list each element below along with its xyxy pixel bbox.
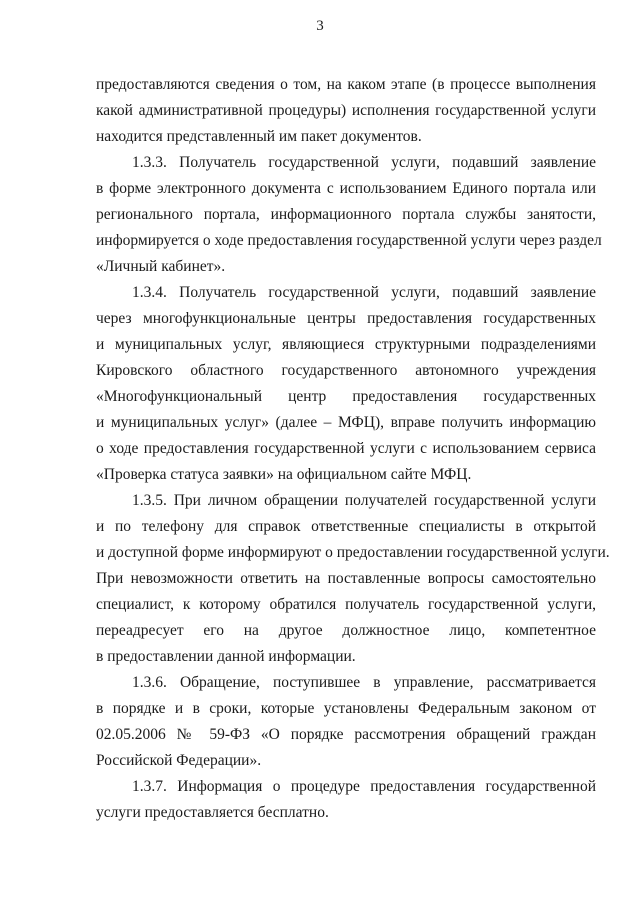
text-line: 1.3.3. Получатель государственной услуги, подавший заявление bbox=[132, 154, 596, 171]
text-line: 1.3.6. Обращение, поступившее в управление, рассматривается bbox=[132, 674, 596, 691]
paragraph-1-3-6 bbox=[96, 670, 596, 774]
text-line: через многофункциональные центры предоставления государственных bbox=[96, 310, 596, 327]
paragraph-1-3-3 bbox=[96, 150, 602, 280]
paragraph-1-3-4 bbox=[96, 280, 596, 488]
text-line: о ходе предоставления государственной услуги с использованием сервиса bbox=[96, 440, 596, 457]
text-line: Российской Федерации». bbox=[96, 752, 262, 769]
text-line: и муниципальных услуг» (далее – МФЦ), вправе получить информацию bbox=[96, 414, 596, 431]
paragraph-intro bbox=[96, 72, 596, 150]
text-line: в форме электронного документа с использованием Единого портала или bbox=[96, 180, 596, 197]
text-line: При невозможности ответить на поставленные вопросы самостоятельно bbox=[96, 570, 596, 587]
text-line: 1.3.4. Получатель государственной услуги, подавший заявление bbox=[132, 284, 596, 301]
text-line: находится представленный им пакет документов. bbox=[96, 128, 422, 145]
text-line: 1.3.7. Информация о процедуре предоставления государственной bbox=[132, 778, 596, 795]
text-line: «Многофункциональный центр предоставления государственных bbox=[96, 388, 596, 405]
text-line: какой административной процедуры) исполнения государственной услуги bbox=[96, 102, 596, 119]
text-line: «Личный кабинет». bbox=[96, 258, 226, 275]
text-line: 1.3.5. При личном обращении получателей государственной услуги bbox=[132, 492, 596, 509]
text-line: в порядке и в сроки, которые установлены Федеральным законом от bbox=[96, 700, 596, 717]
document-body bbox=[96, 72, 610, 826]
text-line: и муниципальных услуг, являющиеся структурными подразделениями bbox=[96, 336, 596, 353]
text-line: 02.05.2006 № 59-ФЗ «О порядке рассмотрения обращений граждан bbox=[96, 726, 596, 743]
text-line: в предоставлении данной информации. bbox=[96, 648, 356, 665]
text-line: и доступной форме информируют о предоставлении государственной услуги. bbox=[96, 544, 610, 561]
text-line: услуги предоставляется бесплатно. bbox=[96, 804, 329, 821]
text-line: и по телефону для справок ответственные специалисты в открытой bbox=[96, 518, 596, 535]
text-line: информируется о ходе предоставления государственной услуги через раздел bbox=[96, 232, 602, 249]
text-line: Кировского областного государственного автономного учреждения bbox=[96, 362, 596, 379]
text-line: «Проверка статуса заявки» на официальном сайте МФЦ. bbox=[96, 466, 472, 483]
text-line: регионального портала, информационного портала службы занятости, bbox=[96, 206, 596, 223]
text-line: специалист, к которому обратился получатель государственной услуги, bbox=[96, 596, 596, 613]
paragraph-1-3-7 bbox=[96, 774, 596, 826]
paragraph-1-3-5 bbox=[96, 488, 610, 670]
text-line: предоставляются сведения о том, на каком этапе (в процессе выполнения bbox=[96, 76, 596, 93]
text-line: переадресует его на другое должностное лицо, компетентное bbox=[96, 622, 596, 639]
page-number: 3 bbox=[316, 18, 324, 34]
